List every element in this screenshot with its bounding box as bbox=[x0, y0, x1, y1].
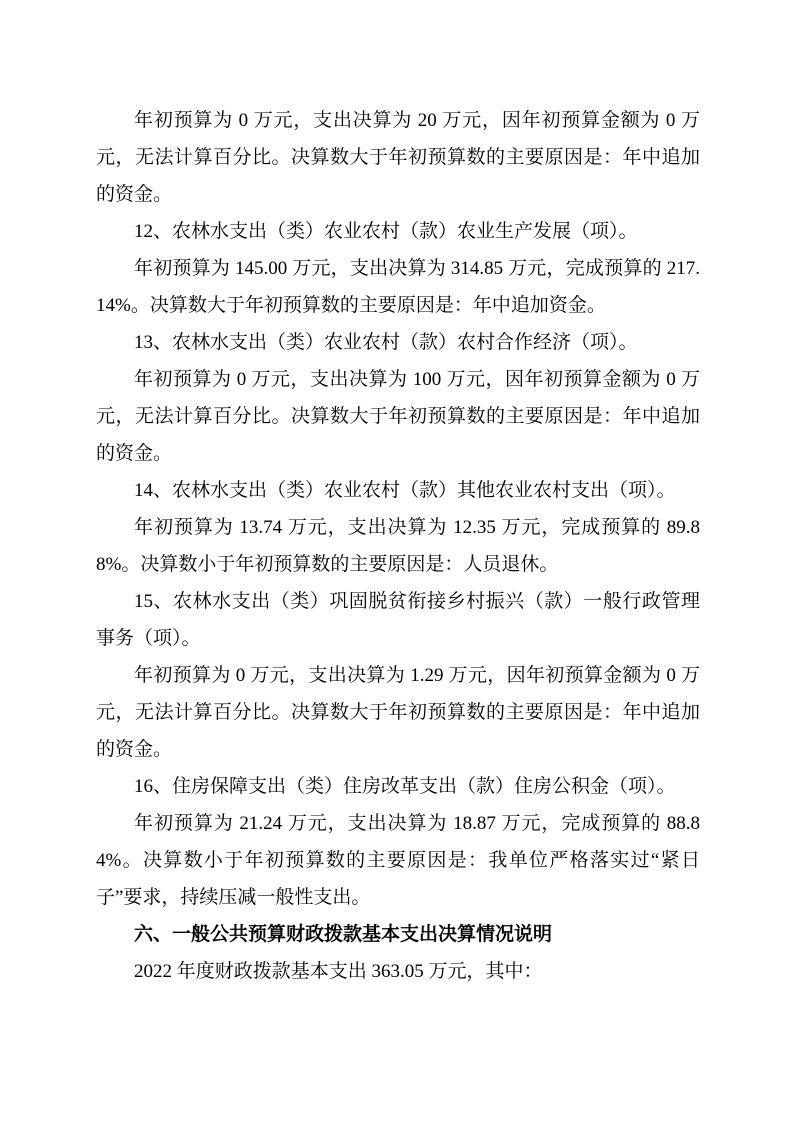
paragraph-item-15-title: 15、农林水支出（类）巩固脱贫衔接乡村振兴（款）一般行政管理事务（项）。 bbox=[96, 591, 700, 649]
document-text-block bbox=[96, 102, 700, 990]
paragraph-item-12-title: 12、农林水支出（类）农业农村（款）农业生产发展（项）。 bbox=[134, 221, 638, 242]
paragraph-item-14-detail: 年初预算为 13.74 万元，支出决算为 12.35 万元，完成预算的 89.88%。决算数小于年初预算数的主要原因是：人员退休。 bbox=[96, 517, 700, 575]
paragraph-item-16-detail: 年初预算为 21.24 万元，支出决算为 18.87 万元，完成预算的 88.84%。决算数小于年初预算数的主要原因是：我单位严格落实过“紧日子”要求，持续压减一般性支出。 bbox=[96, 813, 700, 908]
paragraph-item-13-detail: 年初预算为 0 万元，支出决算为 100 万元，因年初预算金额为 0 万元，无法计算百分比。决算数大于年初预算数的主要原因是：年中追加的资金。 bbox=[96, 369, 700, 464]
section-heading-6: 六、一般公共预算财政拨款基本支出决算情况说明 bbox=[134, 924, 553, 945]
paragraph-budget-note-11: 年初预算为 0 万元，支出决算为 20 万元，因年初预算金额为 0 万元，无法计算百分比。决算数大于年初预算数的主要原因是：年中追加的资金。 bbox=[96, 110, 700, 205]
paragraph-section-6-intro: 2022 年度财政拨款基本支出 363.05 万元，其中： bbox=[134, 961, 543, 982]
paragraph-item-15-detail: 年初预算为 0 万元，支出决算为 1.29 万元，因年初预算金额为 0 万元，无法计算百分比。决算数大于年初预算数的主要原因是：年中追加的资金。 bbox=[96, 665, 700, 760]
paragraph-item-12-detail: 年初预算为 145.00 万元，支出决算为 314.85 万元，完成预算的 217.14%。决算数大于年初预算数的主要原因是：年中追加资金。 bbox=[96, 258, 700, 316]
paragraph-item-14-title: 14、农林水支出（类）农业农村（款）其他农业农村支出（项）。 bbox=[134, 480, 676, 501]
paragraph-item-16-title: 16、住房保障支出（类）住房改革支出（款）住房公积金（项）。 bbox=[134, 776, 676, 797]
paragraph-item-13-title: 13、农林水支出（类）农业农村（款）农村合作经济（项）。 bbox=[134, 332, 638, 353]
